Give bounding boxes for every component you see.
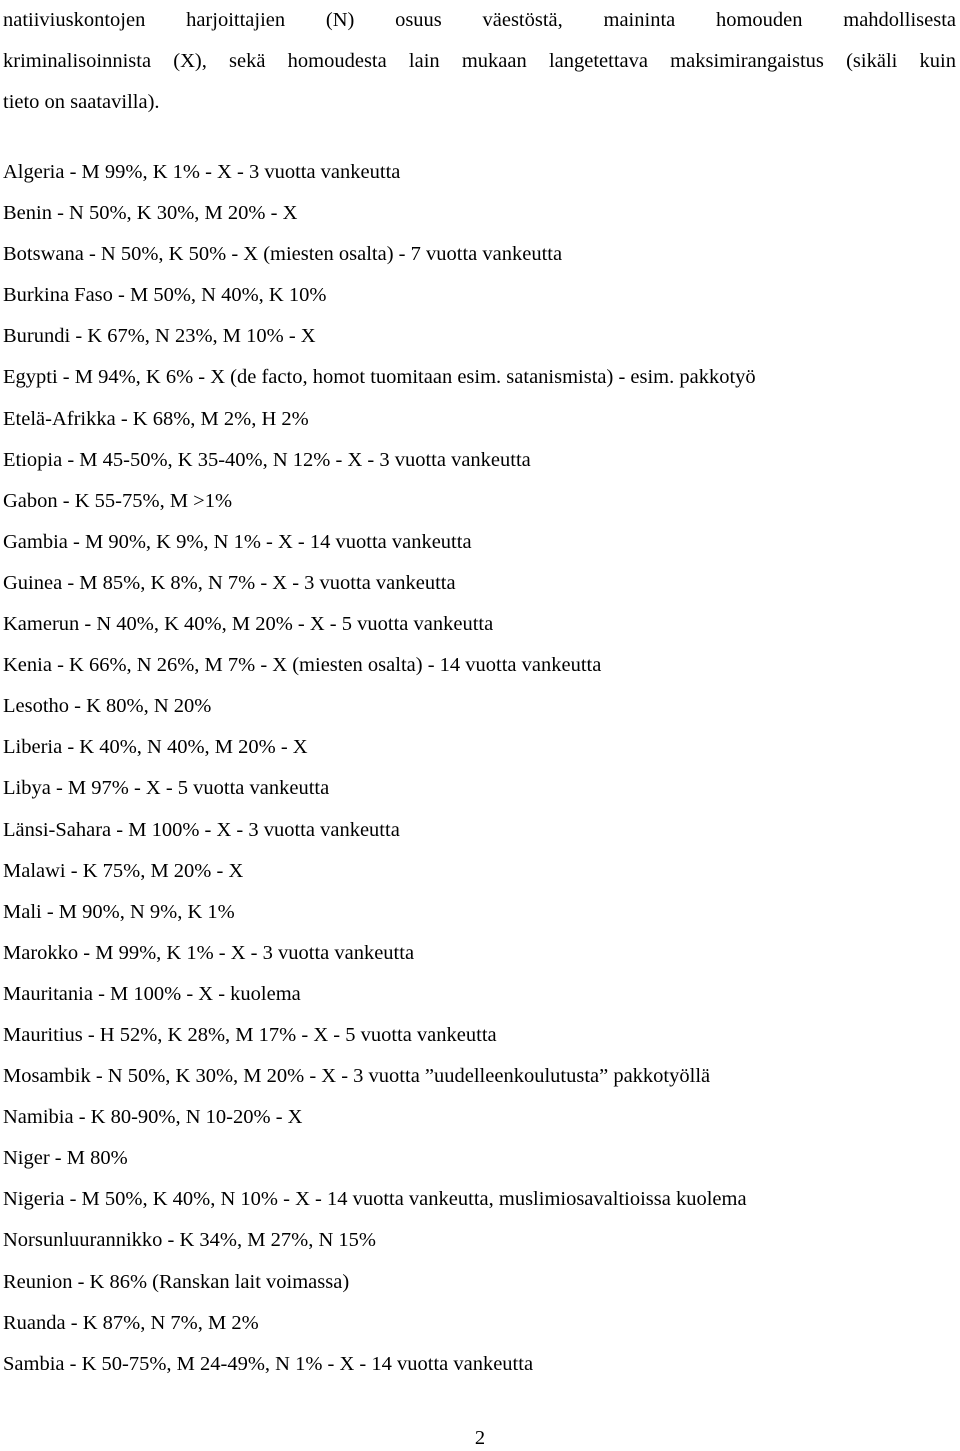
country-entry: Egypti - M 94%, K 6% - X (de facto, homot tuomitaan esim. satanismista) - esim. pakkotyö <box>3 366 756 389</box>
country-entry: Ruanda - K 87%, N 7%, M 2% <box>3 1311 259 1334</box>
country-entry: Nigeria - M 50%, K 40%, N 10% - X - 14 vuotta vankeutta, muslimiosavaltioissa kuolema <box>3 1188 747 1211</box>
country-entry: Niger - M 80% <box>3 1147 128 1170</box>
country-entry: Gambia - M 90%, K 9%, N 1% - X - 14 vuotta vankeutta <box>3 530 472 553</box>
country-entry: Reunion - K 86% (Ranskan lait voimassa) <box>3 1270 350 1293</box>
country-entry: Guinea - M 85%, K 8%, N 7% - X - 3 vuotta vankeutta <box>3 571 456 594</box>
country-entry: Benin - N 50%, K 30%, M 20% - X <box>3 202 298 225</box>
country-entry: Etiopia - M 45-50%, K 35-40%, N 12% - X - 3 vuotta vankeutta <box>3 448 531 471</box>
intro-line: kriminalisoinnista (X), sekä homoudesta lain mukaan langetettava maksimirangaistus (sikäli kuin <box>3 50 956 72</box>
country-entry: Liberia - K 40%, N 40%, M 20% - X <box>3 736 308 759</box>
country-entry: Länsi-Sahara - M 100% - X - 3 vuotta vankeutta <box>3 818 400 841</box>
country-entry: Kamerun - N 40%, K 40%, M 20% - X - 5 vuotta vankeutta <box>3 613 494 636</box>
country-entry: Mosambik - N 50%, K 30%, M 20% - X - 3 vuotta ”uudelleenkoulutusta” pakkotyöllä <box>3 1065 711 1088</box>
country-entry: Namibia - K 80-90%, N 10-20% - X <box>3 1106 303 1129</box>
country-entry: Kenia - K 66%, N 26%, M 7% - X (miesten osalta) - 14 vuotta vankeutta <box>3 654 602 677</box>
country-entry: Malawi - K 75%, M 20% - X <box>3 859 244 882</box>
intro-line: tieto on saatavilla). <box>3 91 160 113</box>
country-entry: Mauritius - H 52%, K 28%, M 17% - X - 5 vuotta vankeutta <box>3 1023 497 1046</box>
country-entry: Algeria - M 99%, K 1% - X - 3 vuotta vankeutta <box>3 161 401 183</box>
country-entry: Mali - M 90%, N 9%, K 1% <box>3 900 235 923</box>
country-entry: Burkina Faso - M 50%, N 40%, K 10% <box>3 284 327 307</box>
country-entry: Norsunluurannikko - K 34%, M 27%, N 15% <box>3 1229 376 1252</box>
country-entry: Lesotho - K 80%, N 20% <box>3 695 212 718</box>
country-entry: Libya - M 97% - X - 5 vuotta vankeutta <box>3 777 330 800</box>
country-entry: Mauritania - M 100% - X - kuolema <box>3 982 301 1005</box>
page-number: 2 <box>474 1427 486 1449</box>
country-entry: Marokko - M 99%, K 1% - X - 3 vuotta vankeutta <box>3 941 415 964</box>
country-entry: Etelä-Afrikka - K 68%, M 2%, H 2% <box>3 407 309 430</box>
country-list <box>3 152 958 1385</box>
country-entry: Botswana - N 50%, K 50% - X (miesten osalta) - 7 vuotta vankeutta <box>3 243 563 266</box>
country-entry: Gabon - K 55-75%, M >1% <box>3 489 233 512</box>
intro-line: natiiviuskontojen harjoittajien (N) osuus väestöstä, maininta homouden mahdollisesta <box>3 9 956 31</box>
country-entry: Sambia - K 50-75%, M 24-49%, N 1% - X - 14 vuotta vankeutta <box>3 1352 534 1375</box>
intro-paragraph <box>3 0 956 123</box>
country-entry: Burundi - K 67%, N 23%, M 10% - X <box>3 325 316 348</box>
